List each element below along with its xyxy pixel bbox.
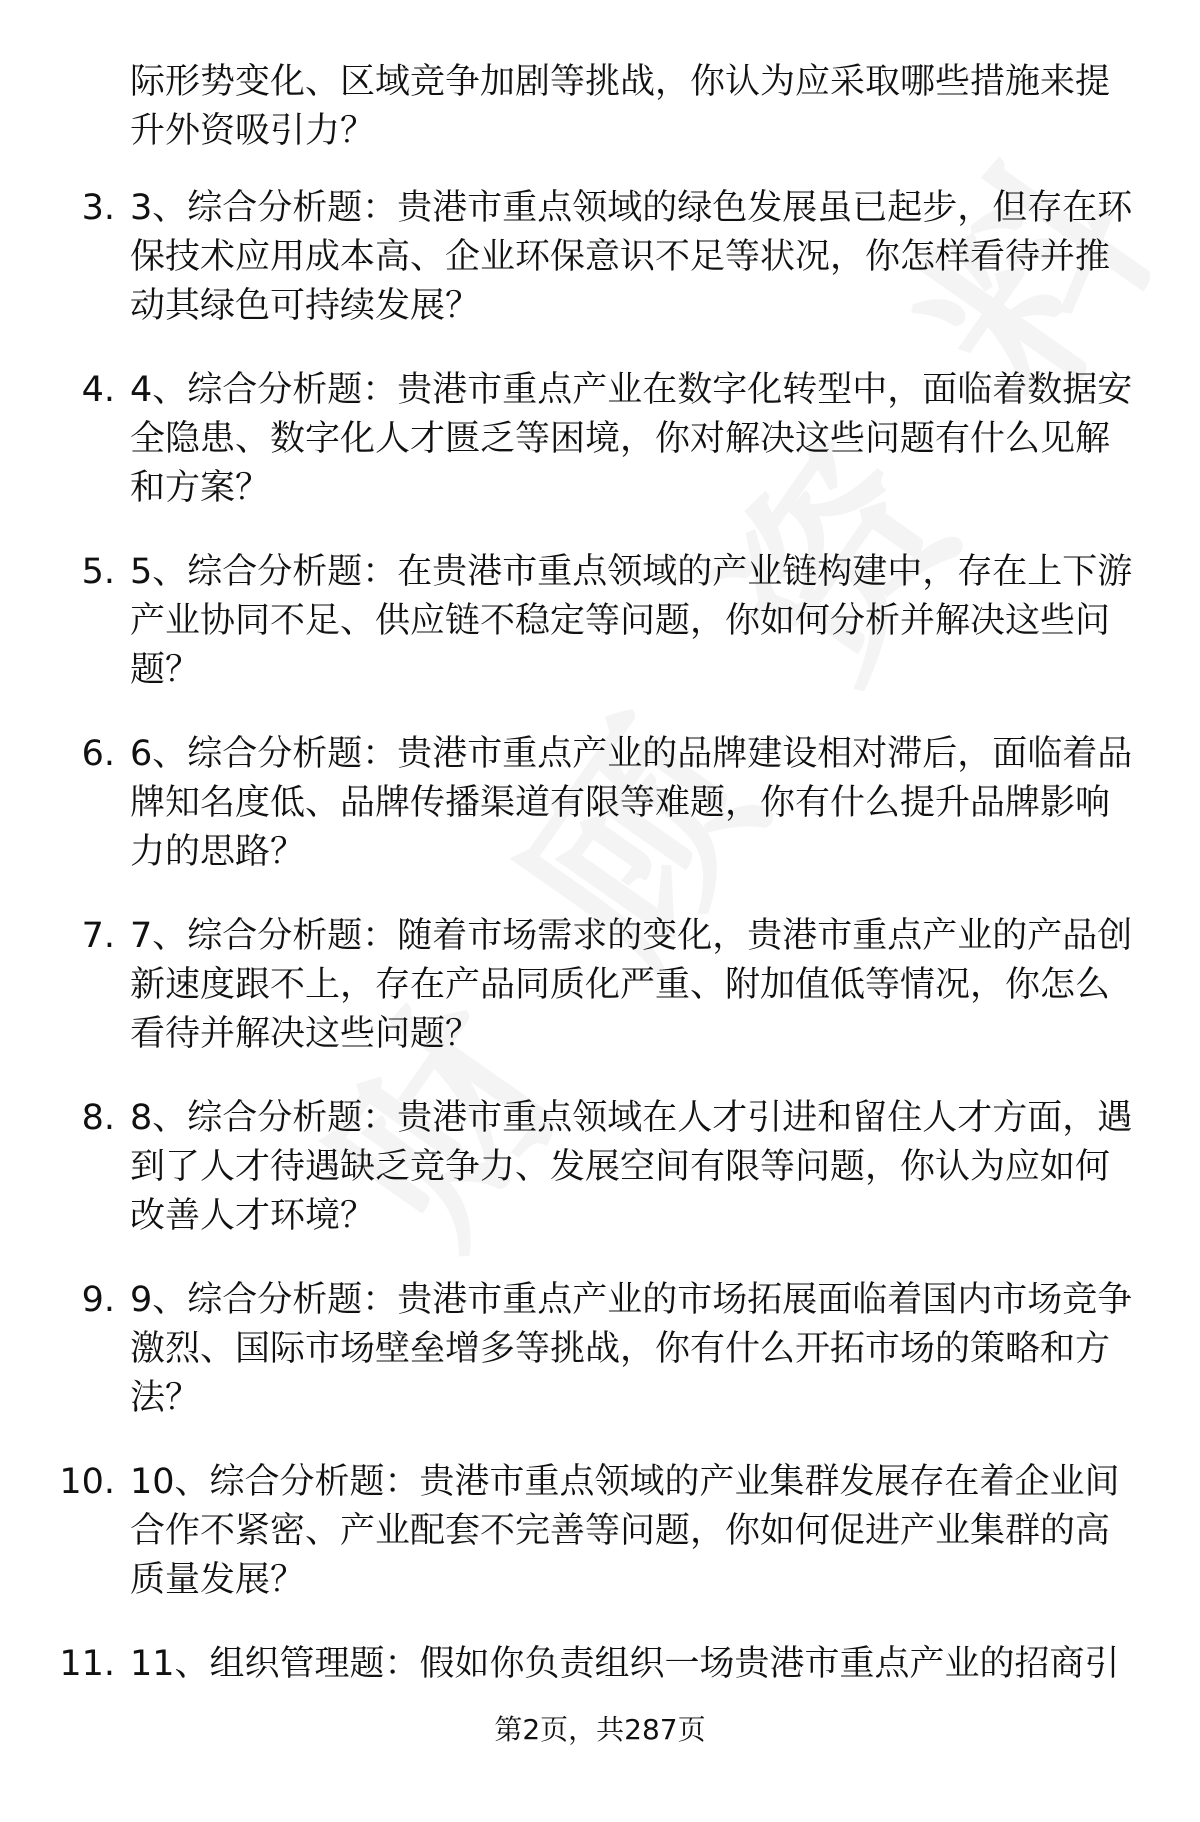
question-number: 5. (81, 552, 115, 592)
question-number: 7. (81, 916, 115, 956)
question-text: 3、综合分析题：贵港市重点领域的绿色发展虽已起步，但存在环 保技术应用成本高、企业环保意识不足等状况，你怎样看待并推 动其绿色可持续发展？ (130, 188, 1133, 326)
question-text: 7、综合分析题：随着市场需求的变化，贵港市重点产业的产品创 新速度跟不上，存在产品同质化严重、附加值低等情况，你怎么 看待并解决这些问题？ (130, 916, 1133, 1054)
question-item-5 (0, 548, 1200, 730)
page-footer: 第2页，共287页 (494, 1713, 706, 1746)
question-number: 11. (59, 1644, 115, 1684)
question-item-9 (0, 1276, 1200, 1458)
continuation-text: 际形势变化、区域竞争加剧等挑战，你认为应采取哪些措施来提 升外资吸引力？ (130, 62, 1111, 151)
question-text: 4、综合分析题：贵港市重点产业在数字化转型中，面临着数据安 全隐患、数字化人才匮乏等困境，你对解决这些问题有什么见解 和方案？ (130, 370, 1133, 508)
question-text: 11、组织管理题：假如你负责组织一场贵港市重点产业的招商引 (130, 1644, 1120, 1684)
question-number: 3. (81, 188, 115, 228)
question-number: 8. (81, 1098, 115, 1138)
question-text: 5、综合分析题：在贵港市重点领域的产业链构建中，存在上下游 产业协同不足、供应链不稳定等问题，你如何分析并解决这些问 题？ (130, 552, 1133, 690)
question-number: 4. (81, 370, 115, 410)
question-text: 6、综合分析题：贵港市重点产业的品牌建设相对滞后，面临着品 牌知名度低、品牌传播渠道有限等难题，你有什么提升品牌影响 力的思路？ (130, 734, 1133, 872)
question-item-6 (0, 730, 1200, 912)
question-text: 9、综合分析题：贵港市重点产业的市场拓展面临着国内市场竞争 激烈、国际市场壁垒增多等挑战，你有什么开拓市场的策略和方 法？ (130, 1280, 1133, 1418)
question-text: 8、综合分析题：贵港市重点领域在人才引进和留住人才方面，遇 到了人才待遇缺乏竞争力、发展空间有限等问题，你认为应如何 改善人才环境？ (130, 1098, 1133, 1236)
question-list (0, 184, 1200, 1822)
question-item-7 (0, 912, 1200, 1094)
question-item-3 (0, 184, 1200, 366)
question-number: 6. (81, 734, 115, 774)
question-item-4 (0, 366, 1200, 548)
question-number: 10. (59, 1462, 115, 1502)
question-item-8 (0, 1094, 1200, 1276)
question-number: 9. (81, 1280, 115, 1320)
question-text: 10、综合分析题：贵港市重点领域的产业集群发展存在着企业间 合作不紧密、产业配套不完善等问题，你如何促进产业集群的高 质量发展？ (130, 1462, 1120, 1600)
question-item-10 (0, 1458, 1200, 1640)
